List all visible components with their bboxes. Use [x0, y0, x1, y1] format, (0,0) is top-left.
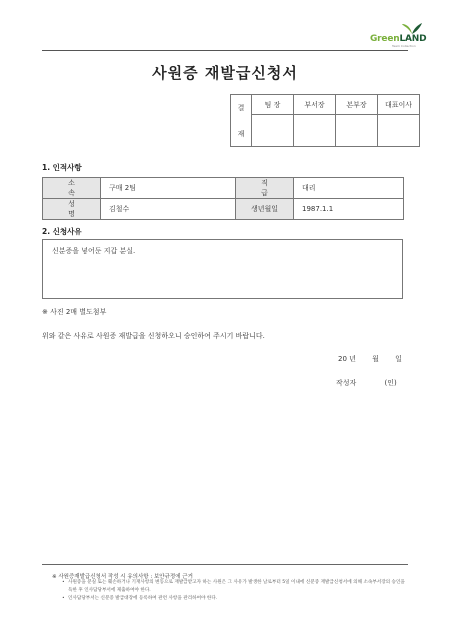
- rank-label: 직 급: [236, 178, 294, 199]
- reason-box[interactable]: [42, 239, 403, 299]
- bullet-icon: •: [62, 596, 65, 601]
- section-reason-heading: 2. 신청사유: [42, 227, 82, 236]
- personal-info-table: [42, 177, 404, 220]
- photo-attachment-note: ※ 사진 2매 별도첨부: [42, 308, 107, 316]
- name-value[interactable]: 김철수: [101, 199, 236, 220]
- request-statement: 위와 같은 사유로 사원증 재발급을 신청하오니 승인하여 주시기 바랍니다.: [42, 332, 265, 340]
- company-logo: [370, 23, 432, 51]
- approval-head-ceo: 대표이사: [378, 95, 420, 115]
- date-month: 월: [372, 355, 379, 363]
- birthdate-label: 생년월일: [236, 199, 294, 220]
- date-day: 일: [395, 355, 402, 363]
- approval-head-division-head: 본부장: [336, 95, 378, 115]
- footnote-list: [62, 579, 407, 603]
- bullet-icon: •: [62, 580, 65, 585]
- seal-mark: (인): [384, 379, 397, 387]
- department-label: 소 속: [43, 178, 101, 199]
- page-title: 사원증 재발급신청서: [152, 64, 298, 82]
- writer-label: 작성자: [336, 379, 357, 387]
- department-value[interactable]: 구매 2팀: [101, 178, 236, 199]
- footnote-title: ※ 사원증재발급신청서 작성 시 유의사항 : 보안규정에 근거: [52, 574, 193, 580]
- date-year: 20 년: [338, 355, 356, 363]
- signature-box-team-leader[interactable]: [252, 115, 294, 147]
- signature-box-ceo[interactable]: [378, 115, 420, 147]
- signature-box-division-head[interactable]: [336, 115, 378, 147]
- section-personal-info-heading: 1. 인적사항: [42, 163, 82, 172]
- header-divider: [42, 50, 408, 51]
- approval-label: 결 재: [231, 95, 252, 147]
- approval-table: [230, 94, 420, 147]
- writer-line: [336, 378, 397, 388]
- logo-subtitle: Team Collection: [392, 44, 416, 48]
- footnote-item: • 사원증을 분실 또는 훼손하거나 기재사항의 변동으로 재발급받고자 하는 사원은 그 사유가 발생한 날로부터 5일 이내에 신분증 재발급신청서에 의해 소속부서장의 승인을 득한 후 인사담당부서에 제출하여야 한다.: [62, 580, 405, 593]
- footnote-item: • 인사담당부서는 신분증 발급대장에 등록하여 관련 사항을 관리하여야 한다.: [62, 596, 218, 601]
- reason-text: 신분증을 넣어둔 지갑 분실.: [52, 247, 136, 255]
- date-line: [338, 354, 402, 364]
- signature-box-department-head[interactable]: [294, 115, 336, 147]
- birthdate-value[interactable]: 1987.1.1: [294, 199, 404, 220]
- footnote-divider: [42, 564, 408, 565]
- logo-text: GreenLAND: [370, 34, 427, 44]
- rank-value[interactable]: 대리: [294, 178, 404, 199]
- approval-head-department-head: 부서장: [294, 95, 336, 115]
- name-label: 성 명: [43, 199, 101, 220]
- approval-head-team-leader: 팀 장: [252, 95, 294, 115]
